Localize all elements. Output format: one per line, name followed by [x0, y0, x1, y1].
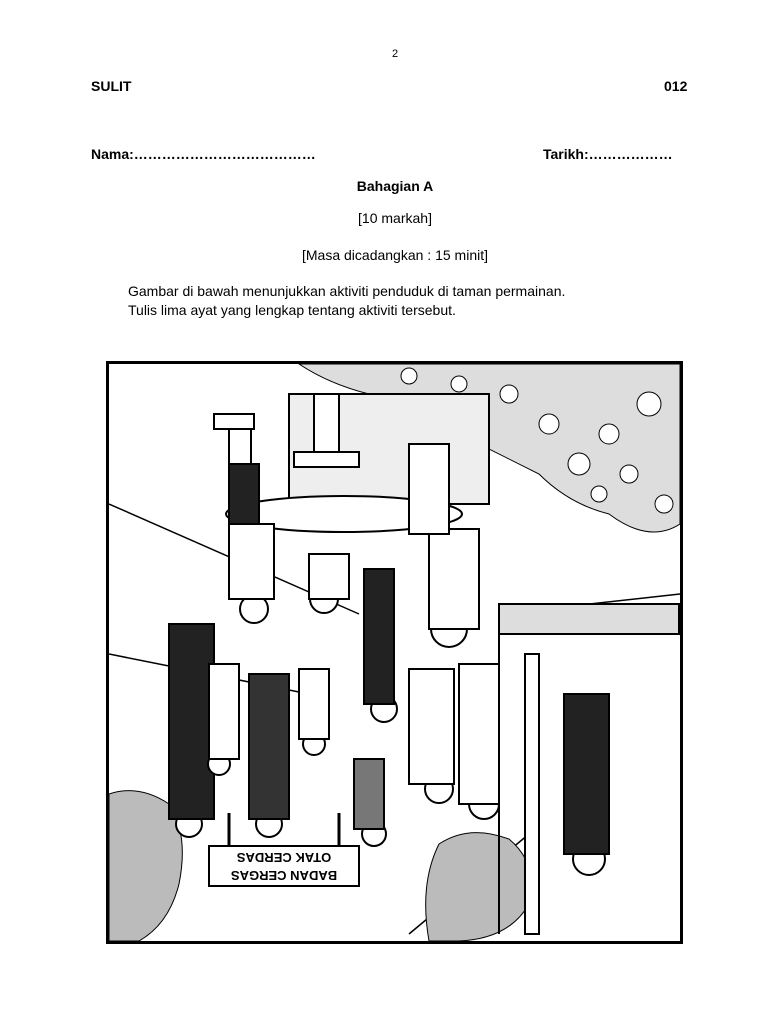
header-code: 012 [664, 78, 688, 94]
sign-text-line-1: BADAN CERGAS [230, 868, 338, 883]
header-classification: SULIT [91, 78, 132, 94]
section-marks: [10 markah] [358, 210, 432, 226]
page-number: 2 [391, 48, 399, 60]
park-sign [209, 813, 359, 886]
park-scene-drawing [109, 364, 680, 941]
instruction-line-1: Gambar di bawah menunjukkan aktiviti penduduk di taman permainan. [128, 283, 566, 299]
instructions [128, 282, 565, 320]
section-title: Bahagian A [356, 178, 434, 194]
suggested-time: [Masa dicadangkan : 15 minit] [302, 247, 488, 263]
name-field[interactable]: Nama:………………………………… [91, 146, 316, 162]
instruction-line-2: Tulis lima ayat yang lengkap tentang aktiviti tersebut. [128, 302, 456, 318]
sign-text-line-2: OTAK CERDAS [236, 850, 332, 865]
park-illustration [106, 361, 683, 944]
date-field[interactable]: Tarikh:……………… [543, 146, 673, 162]
